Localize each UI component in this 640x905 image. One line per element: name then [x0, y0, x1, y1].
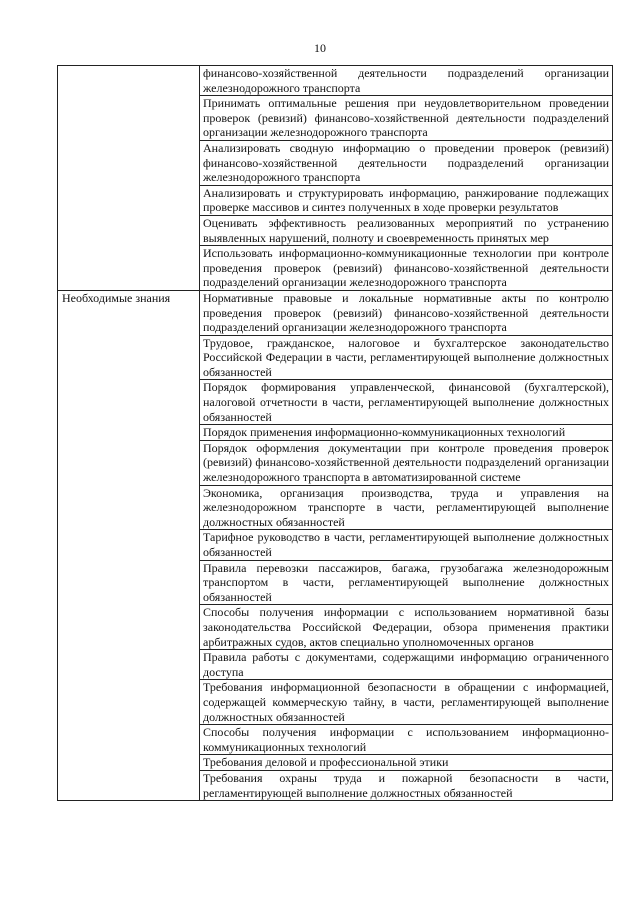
competency-table: [57, 65, 613, 801]
table-cell: Требования информационной безопасности в обращении с информацией, содержащей коммерческую тайну, в части, регламентирующей выполнение должностных обязанностей: [200, 680, 613, 725]
section-label-cell: [58, 66, 200, 291]
table-cell: Оценивать эффективность реализованных мероприятий по устранению выявленных нарушений, полноту и своевременность принятых мер: [200, 215, 613, 245]
table-cell: Тарифное руководство в части, регламентирующей выполнение должностных обязанностей: [200, 530, 613, 560]
table-row: [58, 66, 613, 96]
table-cell: финансово-хозяйственной деятельности подразделений организации железнодорожного транспорта: [200, 66, 613, 96]
table-cell: Экономика, организация производства, труда и управления на железнодорожном транспорте в части, регламентирующей выполнение должностных обязанностей: [200, 485, 613, 530]
table-cell: Способы получения информации с использованием нормативной базы законодательства Российской Федерации, обзора применения практики арбитражных судов, актов специально уполномоченных органов: [200, 605, 613, 650]
table-cell: Правила перевозки пассажиров, багажа, грузобагажа железнодорожным транспортом в части, регламентирующей выполнение должностных обязанностей: [200, 560, 613, 605]
table-cell: Порядок оформления документации при контроле проведения проверок (ревизий) финансово-хозяйственной деятельности подразделений организации железнодорожного транспорта в автоматизированной системе: [200, 440, 613, 485]
table-cell: Принимать оптимальные решения при неудовлетворительном проведении проверок (ревизий) финансово-хозяйственной деятельности подразделений организации железнодорожного транспорта: [200, 96, 613, 141]
table-cell: Анализировать и структурировать информацию, ранжирование подлежащих проверке массивов и синтез полученных в ходе проверки результатов: [200, 185, 613, 215]
page-number: 10: [314, 41, 326, 55]
table-row: [58, 290, 613, 335]
table-cell: Порядок формирования управленческой, финансовой (бухгалтерской), налоговой отчетности в части, регламентирующей выполнение должностных обязанностей: [200, 380, 613, 425]
table-cell: Анализировать сводную информацию о проведении проверок (ревизий) финансово-хозяйственной деятельности подразделений организации железнодорожного транспорта: [200, 140, 613, 185]
table-cell: Порядок применения информационно-коммуникационных технологий: [200, 425, 613, 441]
table-cell: Использовать информационно-коммуникационные технологии при контроле проведения проверок (ревизий) финансово-хозяйственной деятельности подразделений организации железнодорожного транспорта: [200, 246, 613, 291]
table-cell: Требования деловой и профессиональной этики: [200, 755, 613, 771]
table-cell: Нормативные правовые и локальные нормативные акты по контролю проведения проверок (ревизий) финансово-хозяйственной деятельности подразделений организации железнодорожного транспорта: [200, 290, 613, 335]
table-cell: Способы получения информации с использованием информационно-коммуникационных технологий: [200, 725, 613, 755]
table-cell: Правила работы с документами, содержащими информацию ограниченного доступа: [200, 650, 613, 680]
table-cell: Требования охраны труда и пожарной безопасности в части, регламентирующей выполнение должностных обязанностей: [200, 770, 613, 800]
table-cell: Трудовое, гражданское, налоговое и бухгалтерское законодательство Российской Федерации в части, регламентирующей выполнение должностных обязанностей: [200, 335, 613, 380]
section-label-required-knowledge: Необходимые знания: [58, 290, 200, 800]
